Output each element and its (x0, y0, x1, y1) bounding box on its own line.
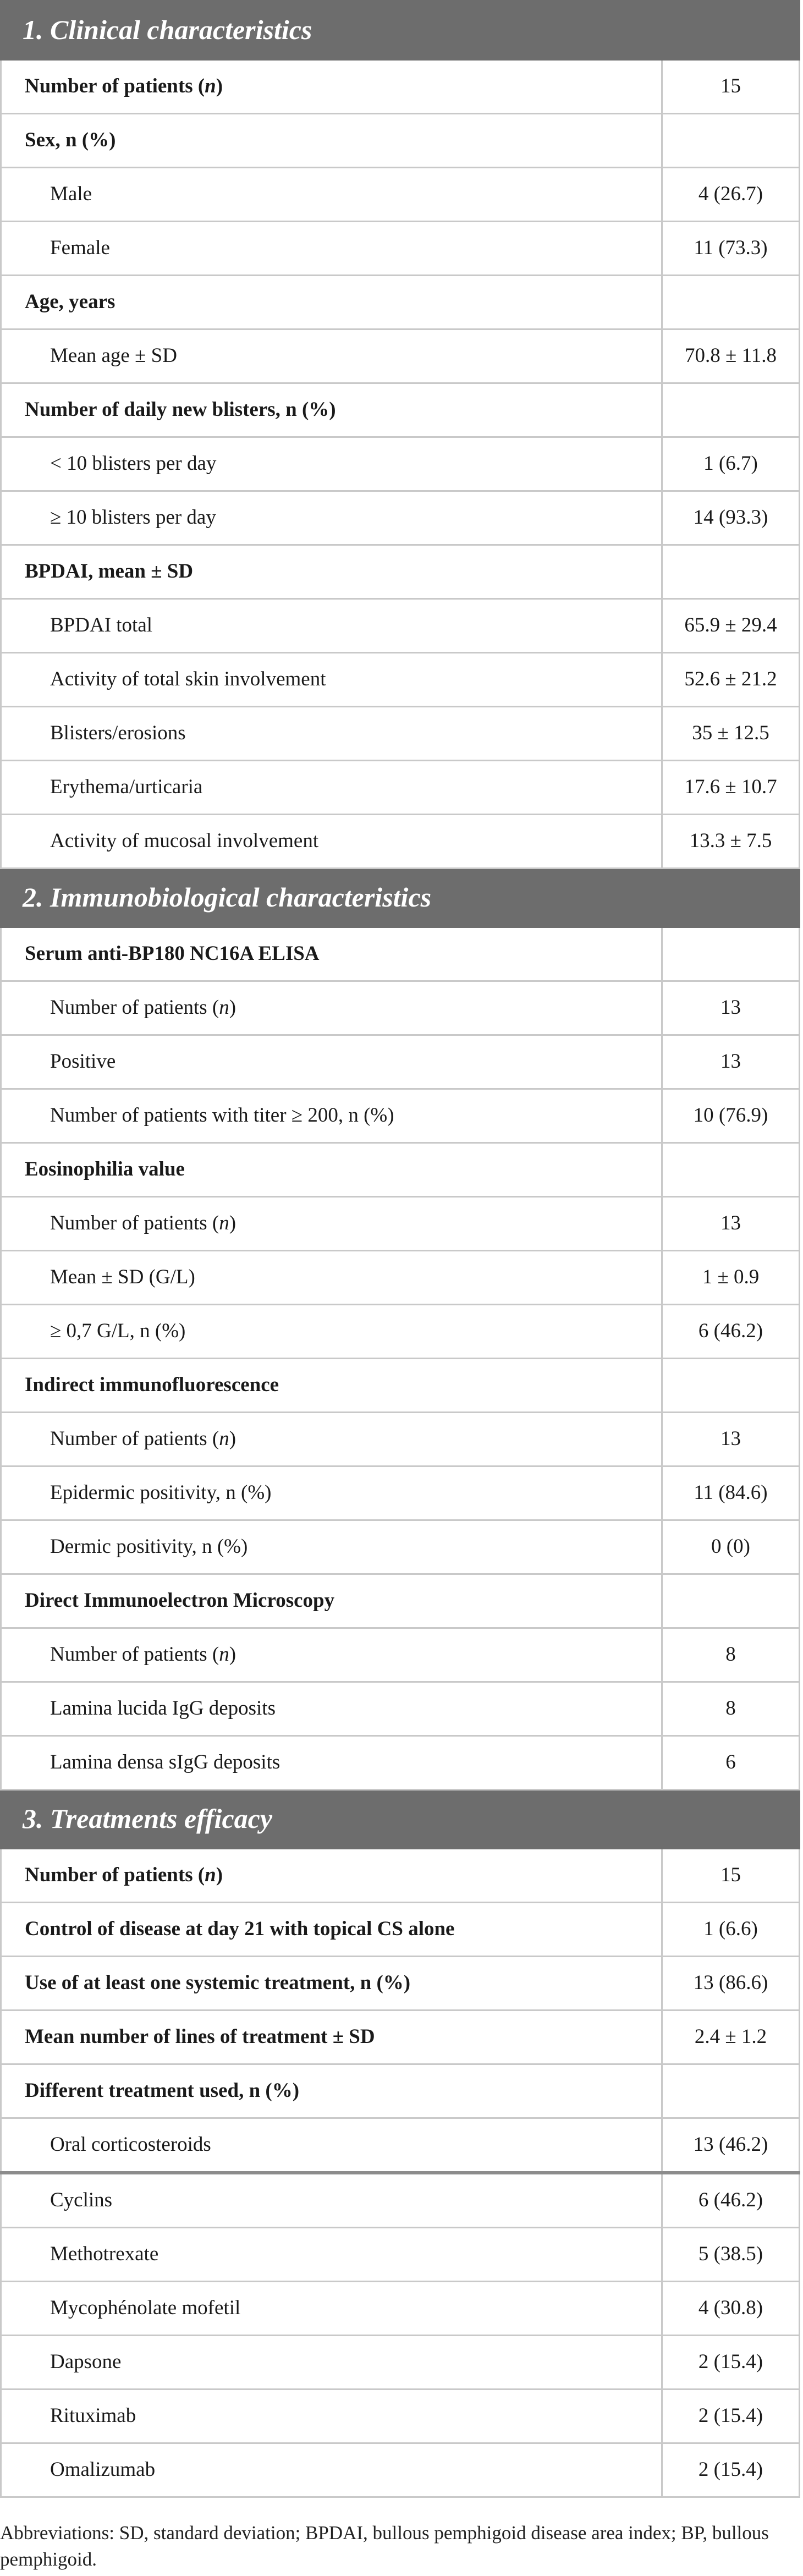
row-label: Number of daily new blisters, n (%) (1, 383, 662, 437)
row-label: Use of at least one systemic treatment, n (%) (1, 1957, 662, 2011)
row-label (1, 1628, 662, 1682)
table-row (1, 2336, 800, 2390)
table-row (1, 276, 800, 329)
row-label: Direct Immunoelectron Microscopy (1, 1574, 662, 1628)
row-value (662, 2064, 800, 2118)
row-value: 11 (84.6) (662, 1466, 800, 1520)
row-value: 4 (26.7) (662, 168, 800, 222)
row-value: 65.9 ± 29.4 (662, 599, 800, 653)
table-row (1, 653, 800, 707)
table-row (1, 2173, 800, 2228)
row-value: 13 (662, 1197, 800, 1251)
table-row (1, 60, 800, 114)
row-value: 35 ± 12.5 (662, 707, 800, 761)
row-value: 6 (662, 1736, 800, 1790)
row-label: Lamina densa sIgG deposits (1, 1736, 662, 1790)
row-value (662, 545, 800, 599)
row-label: Mycophénolate mofetil (1, 2282, 662, 2336)
row-value: 8 (662, 1682, 800, 1736)
table-row (1, 383, 800, 437)
row-label: Lamina lucida IgG deposits (1, 1682, 662, 1736)
row-value: 13 (86.6) (662, 1957, 800, 2011)
table-row (1, 222, 800, 276)
row-label: < 10 blisters per day (1, 437, 662, 491)
row-value: 4 (30.8) (662, 2282, 800, 2336)
row-label (1, 1849, 662, 1903)
table-row (1, 1903, 800, 1957)
row-label: Age, years (1, 276, 662, 329)
row-value: 10 (76.9) (662, 1089, 800, 1143)
row-value: 1 ± 0.9 (662, 1251, 800, 1305)
row-value: 13 (46.2) (662, 2118, 800, 2173)
row-label: BPDAI total (1, 599, 662, 653)
row-value: 1 (6.7) (662, 437, 800, 491)
table-row (1, 1305, 800, 1359)
row-value: 5 (38.5) (662, 2228, 800, 2282)
row-label-text: Number of patients ( (25, 1864, 205, 1887)
row-label: Rituximab (1, 2390, 662, 2443)
row-value: 13 (662, 1035, 800, 1089)
table-row (1, 329, 800, 383)
row-label-text: Number of patients ( (50, 1212, 219, 1235)
table-row (1, 1359, 800, 1413)
table-row (1, 1197, 800, 1251)
row-label: Activity of mucosal involvement (1, 815, 662, 869)
row-label: Blisters/erosions (1, 707, 662, 761)
section-title: 2. Immunobiological characteristics (1, 869, 800, 927)
table-row (1, 2282, 800, 2336)
table-row (1, 707, 800, 761)
table-footnote: Abbreviations: SD, standard deviation; BPDAI, bullous pemphigoid disease area index; BP, bullous pemphigoid. (0, 2522, 769, 2570)
row-label: Methotrexate (1, 2228, 662, 2282)
table-row (1, 114, 800, 168)
table-row (1, 761, 800, 815)
row-value: 2 (15.4) (662, 2336, 800, 2390)
row-label-italic: n (205, 1864, 216, 1887)
row-label-suffix: ) (229, 1427, 237, 1451)
row-label-italic: n (219, 1427, 229, 1451)
table-row (1, 1849, 800, 1903)
row-label: Serum anti-BP180 NC16A ELISA (1, 927, 662, 981)
section-header (1, 1, 800, 60)
table-row (1, 1682, 800, 1736)
table-row (1, 1520, 800, 1574)
table-row (1, 1574, 800, 1628)
row-label: Cyclins (1, 2173, 662, 2228)
section-title: 3. Treatments efficacy (1, 1790, 800, 1849)
row-value: 70.8 ± 11.8 (662, 329, 800, 383)
table-row (1, 545, 800, 599)
row-value: 11 (73.3) (662, 222, 800, 276)
row-value: 13.3 ± 7.5 (662, 815, 800, 869)
row-label: Erythema/urticaria (1, 761, 662, 815)
table-row (1, 2228, 800, 2282)
table-row (1, 981, 800, 1035)
row-label-suffix: ) (229, 1643, 237, 1666)
table-row (1, 1143, 800, 1197)
row-label: Eosinophilia value (1, 1143, 662, 1197)
table-row (1, 2390, 800, 2443)
row-label: Male (1, 168, 662, 222)
row-label: ≥ 10 blisters per day (1, 491, 662, 545)
table-row (1, 437, 800, 491)
table-row (1, 2118, 800, 2173)
row-value: 1 (6.6) (662, 1903, 800, 1957)
row-label-text: Number of patients ( (50, 996, 219, 1019)
row-value: 17.6 ± 10.7 (662, 761, 800, 815)
row-label: ≥ 0,7 G/L, n (%) (1, 1305, 662, 1359)
row-label-italic: n (219, 1643, 229, 1666)
row-label: Mean age ± SD (1, 329, 662, 383)
table-row (1, 815, 800, 869)
row-value (662, 927, 800, 981)
row-label: Number of patients with titer ≥ 200, n (%) (1, 1089, 662, 1143)
row-value: 8 (662, 1628, 800, 1682)
row-value (662, 1143, 800, 1197)
row-value: 15 (662, 60, 800, 114)
table-row (1, 1251, 800, 1305)
table-row (1, 1628, 800, 1682)
row-value: 2 (15.4) (662, 2390, 800, 2443)
row-value (662, 1359, 800, 1413)
row-value: 6 (46.2) (662, 1305, 800, 1359)
row-label: Positive (1, 1035, 662, 1089)
table-row (1, 1413, 800, 1466)
row-label-italic: n (219, 1212, 229, 1235)
row-label: Control of disease at day 21 with topical CS alone (1, 1903, 662, 1957)
section-title: 1. Clinical characteristics (1, 1, 800, 60)
row-label: Dapsone (1, 2336, 662, 2390)
row-label: Epidermic positivity, n (%) (1, 1466, 662, 1520)
row-label: BPDAI, mean ± SD (1, 545, 662, 599)
table-row (1, 491, 800, 545)
row-value: 2 (15.4) (662, 2443, 800, 2497)
table-row (1, 168, 800, 222)
row-value: 13 (662, 981, 800, 1035)
table-row (1, 2064, 800, 2118)
row-label: Oral corticosteroids (1, 2118, 662, 2173)
section-header (1, 1790, 800, 1849)
row-value: 2.4 ± 1.2 (662, 2011, 800, 2064)
row-value: 6 (46.2) (662, 2173, 800, 2228)
row-label-text: Number of patients ( (50, 1643, 219, 1666)
row-value: 52.6 ± 21.2 (662, 653, 800, 707)
table-row (1, 1736, 800, 1790)
table-row (1, 2011, 800, 2064)
row-label: Different treatment used, n (%) (1, 2064, 662, 2118)
table-row (1, 2443, 800, 2497)
row-label-text: Number of patients ( (50, 1427, 219, 1451)
table-body (1, 1, 800, 2497)
row-label-suffix: ) (216, 1864, 223, 1887)
row-label (1, 1413, 662, 1466)
row-label (1, 981, 662, 1035)
row-label: Female (1, 222, 662, 276)
table-row (1, 1089, 800, 1143)
row-label: Mean number of lines of treatment ± SD (1, 2011, 662, 2064)
row-label-text: Number of patients ( (25, 75, 205, 98)
row-value: 0 (0) (662, 1520, 800, 1574)
row-label: Mean ± SD (G/L) (1, 1251, 662, 1305)
table-row (1, 1466, 800, 1520)
row-label-italic: n (205, 75, 216, 98)
row-label-suffix: ) (229, 1212, 237, 1235)
row-value (662, 1574, 800, 1628)
row-value: 13 (662, 1413, 800, 1466)
row-label (1, 1197, 662, 1251)
row-value (662, 114, 800, 168)
row-label: Omalizumab (1, 2443, 662, 2497)
row-label-suffix: ) (216, 75, 223, 98)
table-row (1, 1957, 800, 2011)
row-value: 14 (93.3) (662, 491, 800, 545)
section-header (1, 869, 800, 927)
row-label: Indirect immunofluorescence (1, 1359, 662, 1413)
row-label: Dermic positivity, n (%) (1, 1520, 662, 1574)
table-row (1, 1035, 800, 1089)
row-value (662, 383, 800, 437)
table-row (1, 927, 800, 981)
row-label (1, 60, 662, 114)
row-value (662, 276, 800, 329)
row-label-italic: n (219, 996, 229, 1019)
row-value: 15 (662, 1849, 800, 1903)
row-label-suffix: ) (229, 996, 237, 1019)
row-label: Activity of total skin involvement (1, 653, 662, 707)
row-label: Sex, n (%) (1, 114, 662, 168)
table-row (1, 599, 800, 653)
